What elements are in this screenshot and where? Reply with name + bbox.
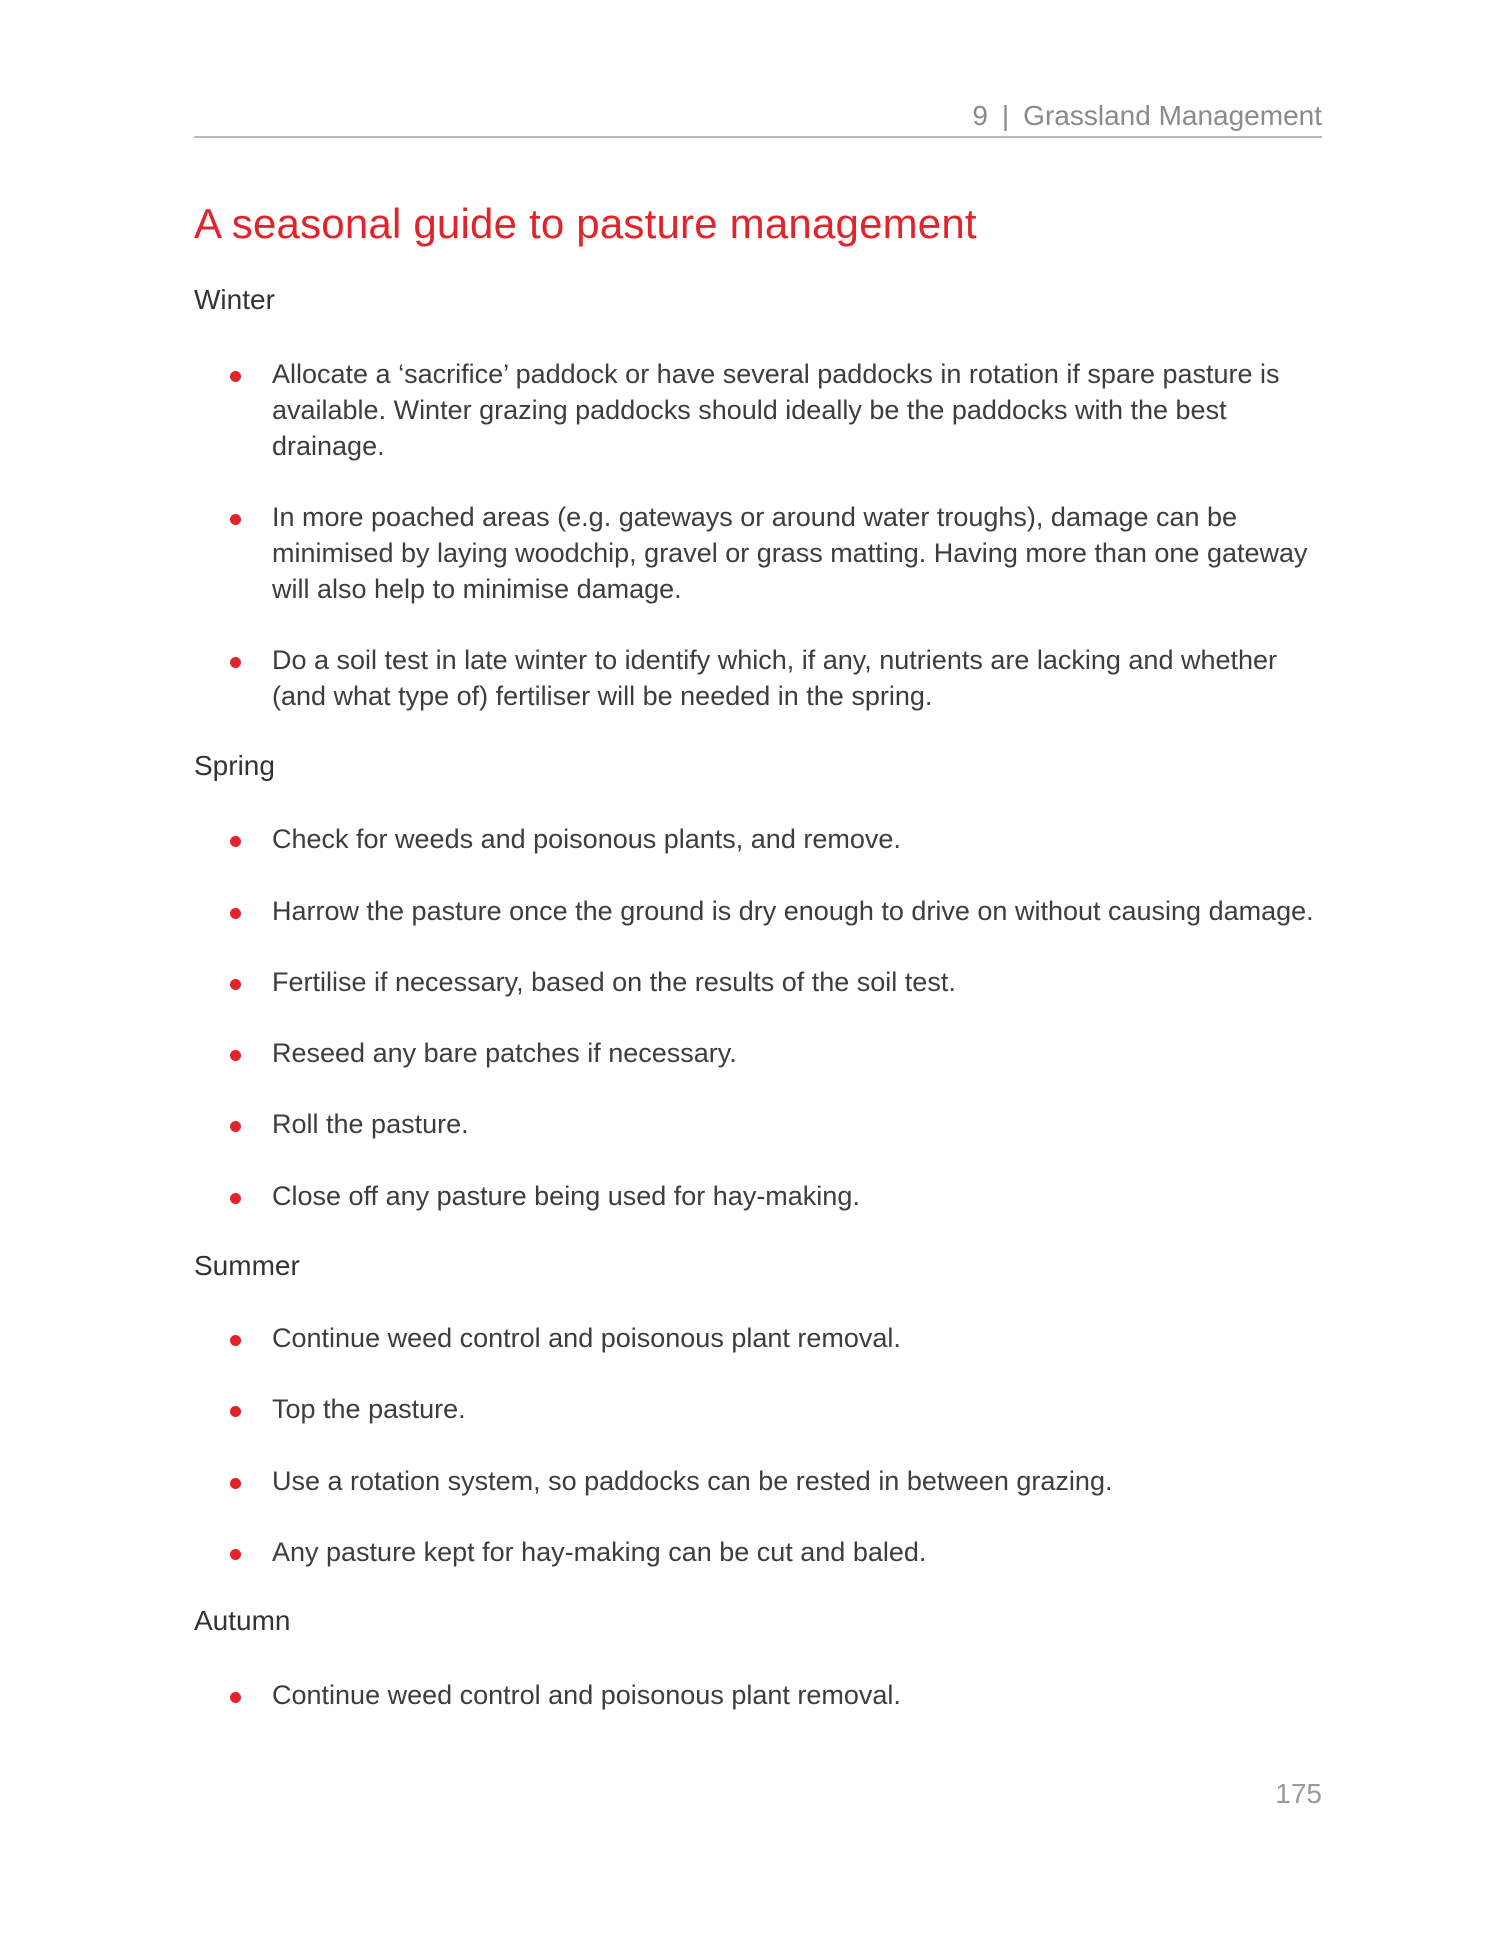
list-item-text: Use a rotation system, so paddocks can be rested in between grazing. [272,1466,1113,1496]
list-item-text: Check for weeds and poisonous plants, and remove. [272,824,901,854]
header-rule [194,136,1322,138]
running-header [194,96,1322,136]
bullet-icon [230,1549,241,1560]
list-item-text: Any pasture kept for hay-making can be cut and baled. [272,1537,927,1567]
list-item-text: In more poached areas (e.g. gateways or around water troughs), damage can be minimised by laying woodchip, gravel or grass matting. Having more than one gateway will also help to minimise damage. [272,502,1308,604]
list-item-text: Fertilise if necessary, based on the results of the soil test. [272,967,956,997]
section-heading-winter: Winter [194,284,275,315]
list-item-text: Roll the pasture. [272,1109,469,1139]
bullet-icon [230,1335,241,1346]
section-heading-spring: Spring [194,750,275,781]
list-item-text: Close off any pasture being used for hay-making. [272,1181,860,1211]
bullet-icon [230,1406,241,1417]
bullet-icon [230,836,241,847]
list-item-text: Continue weed control and poisonous plant removal. [272,1323,901,1353]
section-heading-autumn: Autumn [194,1605,291,1636]
bullet-icon [230,657,241,668]
list-item-text: Continue weed control and poisonous plant removal. [272,1680,901,1710]
bullet-icon [230,1121,241,1132]
page-title: A seasonal guide to pasture management [194,200,977,247]
header-separator: | [1001,100,1010,131]
list-item-text: Allocate a ‘sacrifice’ paddock or have several paddocks in rotation if spare pasture is available. Winter grazing paddocks should ideally be the paddocks with the best drainage. [272,359,1280,461]
bullet-icon [230,371,241,382]
list-item-text: Harrow the pasture once the ground is dry enough to drive on without causing damage. [272,896,1314,926]
bullet-icon [230,1050,241,1061]
list-item-text: Do a soil test in late winter to identify which, if any, nutrients are lacking and whether (and what type of) fertiliser will be needed in the spring. [272,645,1278,711]
page-number: 175 [1275,1778,1322,1809]
chapter-number: 9 [972,100,988,131]
list-item-text: Reseed any bare patches if necessary. [272,1038,737,1068]
bullet-icon [230,1692,241,1703]
bullet-icon [230,1478,241,1489]
bullet-icon [230,908,241,919]
section-heading-summer: Summer [194,1250,300,1281]
bullet-icon [230,514,241,525]
bullet-icon [230,1193,241,1204]
list-item-text: Top the pasture. [272,1394,466,1424]
bullet-icon [230,979,241,990]
chapter-title: Grassland Management [1023,100,1322,131]
